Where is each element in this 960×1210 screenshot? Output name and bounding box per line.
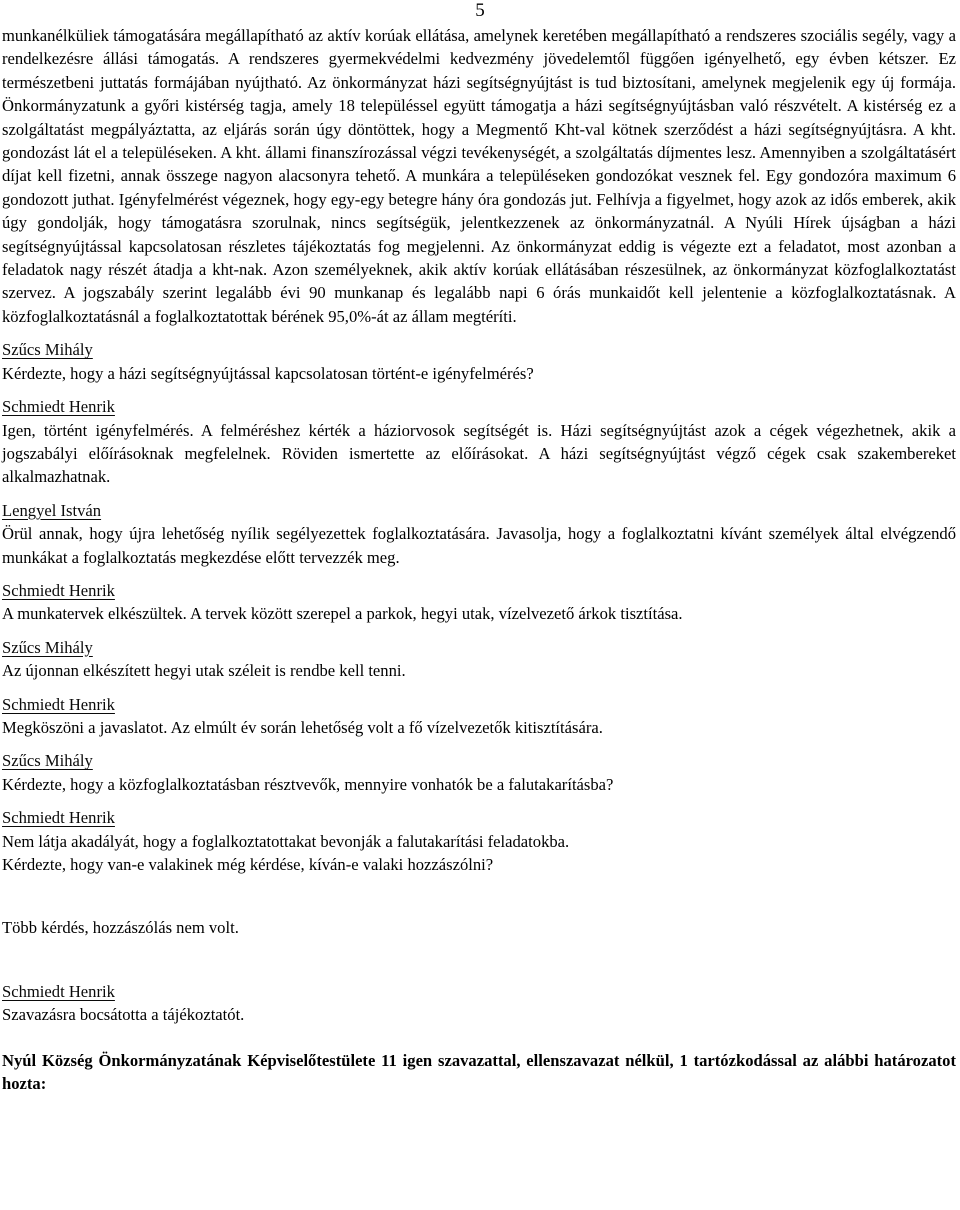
dialogue-entry bbox=[2, 636, 956, 683]
speaker-statement: Megköszöni a javaslatot. Az elmúlt év során lehetőség volt a fő vízelvezetők kitisztítására. bbox=[2, 717, 603, 737]
speaker-name: Schmiedt Henrik bbox=[2, 694, 115, 714]
speaker-statement: Kérdezte, hogy a házi segítségnyújtással kapcsolatosan történt-e igényfelmérés? bbox=[2, 363, 534, 383]
closing-statement: Szavazásra bocsátotta a tájékoztatót. bbox=[2, 1005, 245, 1025]
speaker-name: Szűcs Mihály bbox=[2, 340, 93, 360]
dialogue-entry bbox=[2, 579, 956, 626]
speaker-statement: Kérdezte, hogy a közfoglalkoztatásban résztvevők, mennyire vonhatók be a falutakarításba? bbox=[2, 774, 614, 794]
dialogue-entry bbox=[2, 806, 956, 876]
speaker-name: Schmiedt Henrik bbox=[2, 397, 115, 417]
document-body bbox=[2, 24, 956, 1095]
speaker-name: Lengyel István bbox=[2, 500, 102, 520]
speaker-name: Schmiedt Henrik bbox=[2, 580, 115, 600]
resolution-intro: Nyúl Község Önkormányzatának Képviselőtestülete 11 igen szavazattal, ellenszavazat nélkül, 1 tartózkodással az alábbi határozatot hozta: bbox=[2, 1050, 956, 1094]
speaker-statement: Nem látja akadályát, hogy a foglalkoztatottakat bevonják a falutakarítási feladatokba. bbox=[2, 831, 570, 851]
dialogue-entry bbox=[2, 749, 956, 796]
speaker-statement: Az újonnan elkészített hegyi utak széleit is rendbe kell tenni. bbox=[2, 661, 406, 681]
dialogue-entry bbox=[2, 395, 956, 489]
page-number: 5 bbox=[475, 0, 485, 21]
speaker-statement: A munkatervek elkészültek. A tervek között szerepel a parkok, hegyi utak, vízelvezető árkok tisztítása. bbox=[2, 604, 683, 624]
dialogue-entry bbox=[2, 338, 956, 385]
dialogue-entry bbox=[2, 499, 956, 569]
no-more-questions-note: Több kérdés, hozzászólás nem volt. bbox=[2, 918, 239, 938]
speaker-statement: Kérdezte, hogy van-e valakinek még kérdése, kíván-e valaki hozzászólni? bbox=[2, 855, 494, 874]
dialogue-entry bbox=[2, 693, 956, 740]
speaker-statement: Igen, történt igényfelmérés. A felméréshez kérték a háziorvosok segítségét is. Házi segítségnyújtást azok a cégek végezhetnek, akik a jogszabályi előírásoknak megfelelnek. Röviden ismertette az előírásokat. A házi segítségnyújtást végző cégek csak szakembereket alkalmazhatnak. bbox=[2, 420, 956, 487]
speaker-name: Schmiedt Henrik bbox=[2, 808, 115, 828]
speaker-name: Schmiedt Henrik bbox=[2, 981, 115, 1001]
closing-entry bbox=[2, 980, 956, 1027]
speaker-name: Szűcs Mihály bbox=[2, 751, 93, 771]
speaker-statement: Örül annak, hogy újra lehetőség nyílik segélyezettek foglalkoztatására. Javasolja, hogy a foglalkoztatni kívánt személyek által elvégzendő munkákat a foglalkoztatás megkezdése előtt tervezzék meg. bbox=[2, 524, 956, 567]
speaker-name: Szűcs Mihály bbox=[2, 637, 93, 657]
intro-paragraph: munkanélküliek támogatására megállapítható az aktív korúak ellátása, amelynek keretében megállapítható a rendszeres szociális segély, vagy a rendelkezésre állási támogatás. A rendszeres gyermekvédelmi kedvezmény jövedelemtől függően igényelhető, egy évben kétszer. Ez természetbeni juttatás formájában nyújtható. Az önkormányzat házi segítségnyújtást is tud biztosítani, amelynek megjelenik egy új formája. Önkormányzatunk a győri kistérség tagja, amely 18 településsel együtt támogatja a házi segítségnyújtásban való részvételt. A kistérség ez a szolgáltatást megpályáztatta, az eljárás során úgy döntöttek, hogy a Megmentő Kht-val kötnek szerződést a házi segítségnyújtásra. A kht. gondozást lát el a településeken. A kht. állami finanszírozással végzi tevékenységét, a szolgáltatás díjmentes lesz. Amennyiben a szolgáltatásért díjat kell fizetni, annak összege nagyon alacsonyra tehető. A munkára a településeken gondozókat vesznek fel. Egy gondozóra maximum 6 gondozott juthat. Igényfelmérést végeznek, hogy egy-egy betegre hány óra gondozás jut. Felhívja a figyelmet, hogy azok az idős emberek, akik úgy gondolják, hogy támogatásra szorulnak, nincs segítségük, jelentkezzenek az önkormányzatnál. A Nyúli Hírek újságban a házi segítségnyújtással kapcsolatosan részletes tájékoztatás fog megjelenni. Az önkormányzat eddig is végezte ezt a feladatot, most azonban a feladatok nagy részét átadja a kht-nak. Azon személyeknek, akik aktív korúak ellátásában részesülnek, az önkormányzat közfoglalkoztatást szervez. A jogszabály szerint legalább évi 90 munkanap és legalább napi 6 órás munkaidőt kell jelentenie a közfoglalkoztatásnak. A közfoglalkoztatásnál a foglalkoztatottak bérének 95,0%-át az állam megtéríti. bbox=[2, 26, 956, 326]
